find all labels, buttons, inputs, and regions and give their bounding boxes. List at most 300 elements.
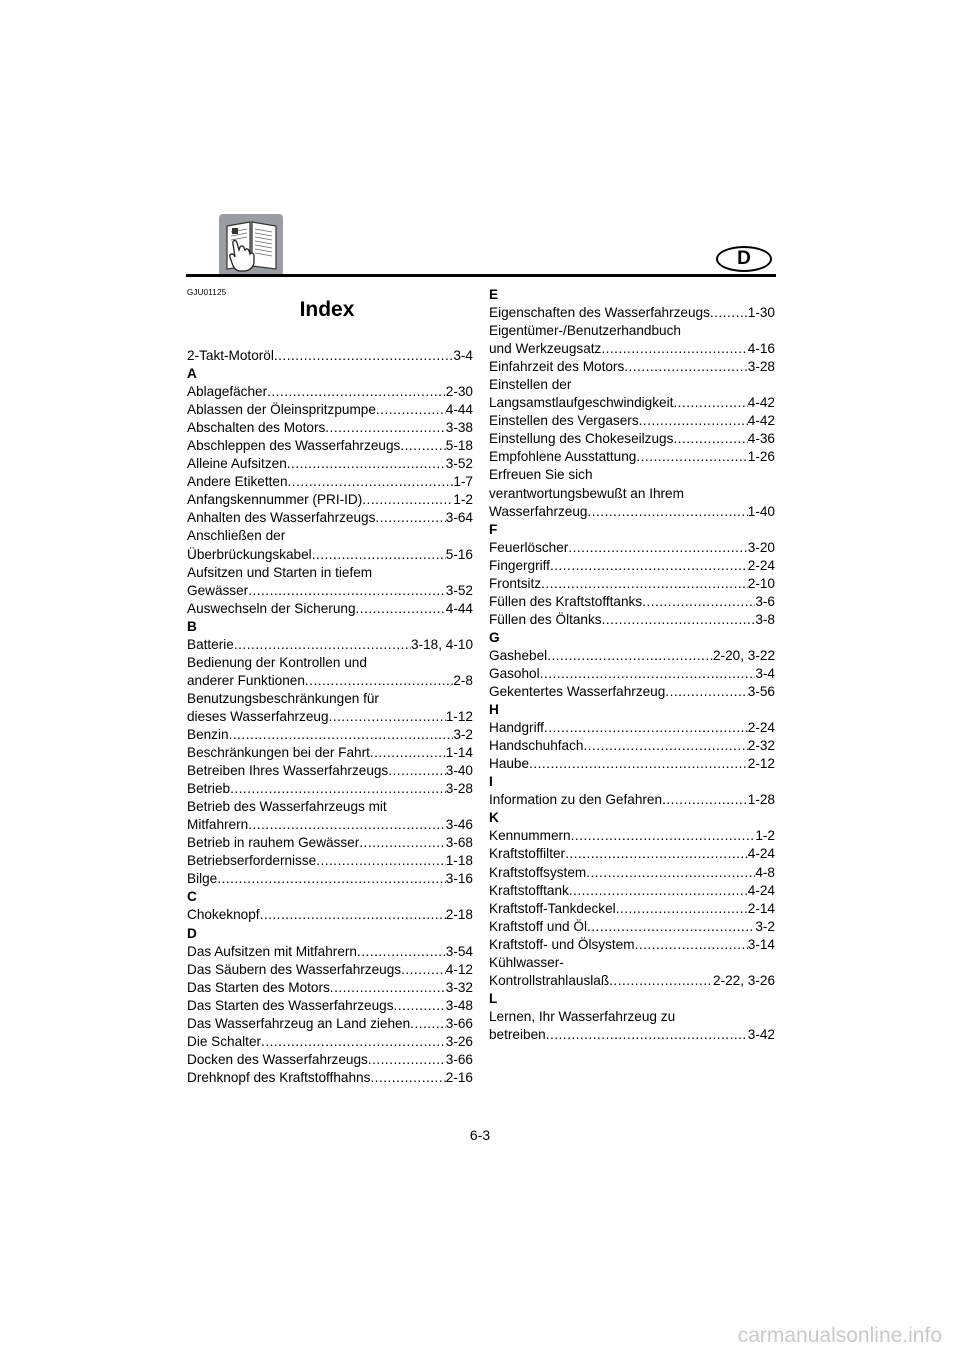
index-entry bbox=[187, 636, 473, 654]
index-entry-line bbox=[187, 690, 473, 708]
index-entry-line bbox=[187, 1033, 473, 1051]
dot-leader bbox=[571, 827, 756, 845]
index-entry bbox=[489, 304, 775, 322]
index-entry-text: Wasserfahrzeug bbox=[489, 503, 588, 519]
dot-leader bbox=[400, 437, 445, 455]
index-entry-line bbox=[187, 726, 473, 744]
index-entry-text: betreiben bbox=[489, 1026, 546, 1042]
index-entry-page: 4-8 bbox=[755, 864, 775, 880]
dot-leader bbox=[569, 882, 748, 900]
dot-leader bbox=[673, 430, 747, 448]
index-entry bbox=[187, 870, 473, 888]
index-entry-line bbox=[187, 419, 473, 437]
dot-leader bbox=[368, 1051, 446, 1069]
dot-leader bbox=[639, 412, 748, 430]
page-title: Index bbox=[299, 298, 355, 321]
index-entry-page: 2-16 bbox=[445, 1069, 473, 1085]
index-entry-line bbox=[489, 737, 775, 755]
index-entry bbox=[489, 593, 775, 611]
index-entry bbox=[489, 918, 775, 936]
index-entry-line bbox=[187, 943, 473, 961]
dot-leader bbox=[544, 719, 748, 737]
index-letter-heading: L bbox=[489, 990, 498, 1006]
dot-leader bbox=[356, 600, 446, 618]
index-entry-text: Benzin bbox=[187, 726, 229, 742]
index-entry bbox=[187, 1051, 473, 1069]
watermark: carmanualsonline.info bbox=[737, 1324, 942, 1347]
index-entry-line bbox=[489, 864, 775, 882]
index-entry-line bbox=[187, 383, 473, 401]
index-entry-text: Betrieb bbox=[187, 781, 231, 797]
dot-leader bbox=[325, 419, 446, 437]
index-entry-text: Kraftstoffilter bbox=[489, 846, 566, 862]
index-entry-page: 3-6 bbox=[755, 593, 775, 609]
index-entry-page: 4-36 bbox=[747, 431, 775, 447]
index-entry-page: 1-14 bbox=[445, 745, 473, 761]
dot-leader bbox=[305, 672, 453, 690]
dot-leader bbox=[401, 961, 446, 979]
index-entry-line bbox=[489, 304, 775, 322]
index-entry-text: Einfahrzeit des Motors bbox=[489, 359, 625, 375]
index-entry-page: 1-2 bbox=[755, 828, 775, 844]
index-entry bbox=[489, 827, 775, 845]
index-entry-line bbox=[489, 466, 775, 484]
index-entry-line bbox=[489, 918, 775, 936]
dot-leader bbox=[217, 870, 446, 888]
dot-leader bbox=[359, 834, 446, 852]
index-entry bbox=[187, 401, 473, 419]
index-entry-line bbox=[489, 611, 775, 629]
index-entry-line bbox=[489, 485, 775, 503]
index-entry-page: 2-8 bbox=[453, 672, 473, 688]
dot-leader bbox=[362, 491, 453, 509]
index-entry-line bbox=[489, 900, 775, 918]
index-entry-page: 1-7 bbox=[453, 474, 473, 490]
index-entry bbox=[187, 527, 473, 563]
index-entry-text: Kraftstoff-Tankdeckel bbox=[489, 900, 616, 916]
index-entry-line bbox=[489, 972, 775, 990]
index-entry-text: Anhalten des Wasserfahrzeugs bbox=[187, 510, 376, 526]
index-entry-line bbox=[187, 979, 473, 997]
index-entry-line bbox=[489, 791, 775, 809]
index-entry-line bbox=[187, 636, 473, 654]
index-entry-line bbox=[187, 762, 473, 780]
index-entry bbox=[187, 961, 473, 979]
index-letter-heading: B bbox=[187, 618, 197, 634]
index-entry-text: Kraftstofftank bbox=[489, 882, 569, 898]
index-entry-text: Kraftstoff und Öl bbox=[489, 918, 587, 934]
index-entry-page: 3-4 bbox=[755, 665, 775, 681]
index-entry-line bbox=[489, 665, 775, 683]
dot-leader bbox=[642, 593, 755, 611]
index-entry bbox=[489, 755, 775, 773]
index-entry bbox=[187, 491, 473, 509]
index-entry-text: Chokeknopf bbox=[187, 907, 260, 923]
dot-leader bbox=[375, 509, 445, 527]
index-entry-text: Einstellen des Vergasers bbox=[489, 413, 639, 429]
index-entry bbox=[489, 683, 775, 701]
page-number: 6-3 bbox=[469, 1127, 491, 1143]
index-entry-page: 3-8 bbox=[755, 611, 775, 627]
index-entry-text: Abschalten des Motors bbox=[187, 420, 326, 436]
index-entry-text: Alleine Aufsitzen bbox=[187, 456, 287, 472]
index-entry-line bbox=[187, 708, 473, 726]
index-entry-page: 4-16 bbox=[747, 341, 775, 357]
index-entry bbox=[489, 936, 775, 954]
index-entry-text: Empfohlene Ausstattung bbox=[489, 449, 637, 465]
index-column-right bbox=[489, 286, 775, 1044]
index-entry-line bbox=[489, 412, 775, 430]
index-entry-page: 3-2 bbox=[755, 918, 775, 934]
index-entry bbox=[489, 412, 775, 430]
index-entry-text: Betreiben Ihres Wasserfahrzeugs bbox=[187, 763, 389, 779]
index-entry-text: Andere Etiketten bbox=[187, 474, 288, 490]
index-letter-heading: C bbox=[187, 889, 197, 905]
dot-leader bbox=[288, 473, 454, 491]
index-entry-text: Gashebel bbox=[489, 647, 548, 663]
index-entry-line bbox=[187, 798, 473, 816]
index-entry-text: Anschließen der bbox=[187, 528, 286, 544]
index-entry bbox=[489, 539, 775, 557]
index-entry-page: 4-44 bbox=[445, 600, 473, 616]
index-entry-text: Füllen des Öltanks bbox=[489, 611, 602, 627]
dot-leader bbox=[587, 503, 747, 521]
index-entry bbox=[489, 882, 775, 900]
index-entry-text: Frontsitz bbox=[489, 575, 542, 591]
index-entry-text: Kühlwasser- bbox=[489, 954, 564, 970]
index-entry-text: Ablassen der Öleinspritzpumpe bbox=[187, 402, 376, 418]
dot-leader bbox=[616, 900, 748, 918]
index-entry-line bbox=[187, 816, 473, 834]
dot-leader bbox=[635, 936, 748, 954]
index-entry-line bbox=[187, 473, 473, 491]
index-entry-text: verantwortungsbewußt an Ihrem bbox=[489, 485, 684, 501]
index-entry-line bbox=[489, 954, 775, 972]
index-entry-page: 4-44 bbox=[445, 402, 473, 418]
index-entry-line bbox=[489, 936, 775, 954]
index-entry-page: 5-18 bbox=[445, 438, 473, 454]
index-entry-text: Anfangskennummer (PRI-ID) bbox=[187, 492, 363, 508]
index-entry-line bbox=[489, 575, 775, 593]
index-entry-text: Auswechseln der Sicherung bbox=[187, 600, 356, 616]
index-entry-page: 2-12 bbox=[747, 756, 775, 772]
index-entry bbox=[187, 1033, 473, 1051]
dot-leader bbox=[312, 546, 446, 564]
dot-leader bbox=[274, 347, 453, 365]
index-entry-line bbox=[187, 780, 473, 798]
index-entry bbox=[489, 845, 775, 863]
dot-leader bbox=[568, 539, 747, 557]
index-entry-text: und Werkzeugsatz bbox=[489, 341, 602, 357]
index-entry-text: Das Starten des Wasserfahrzeugs bbox=[187, 997, 394, 1013]
dot-leader bbox=[261, 1033, 446, 1051]
index-entry-text: Kennummern bbox=[489, 828, 571, 844]
index-entry-line bbox=[187, 744, 473, 762]
index-entry bbox=[187, 780, 473, 798]
index-entry-line bbox=[187, 600, 473, 618]
index-entry-page: 2-24 bbox=[747, 720, 775, 736]
index-entry-page: 2-32 bbox=[747, 738, 775, 754]
index-entry bbox=[489, 791, 775, 809]
dot-leader bbox=[602, 611, 756, 629]
index-entry-line bbox=[187, 347, 473, 365]
index-entry-text: Gewässer bbox=[187, 582, 249, 598]
index-entry bbox=[187, 906, 473, 924]
index-entry bbox=[187, 347, 473, 365]
index-letter-heading: E bbox=[489, 287, 499, 302]
index-entry-line bbox=[489, 430, 775, 448]
index-entry-page: 3-20 bbox=[747, 539, 775, 555]
dot-leader bbox=[665, 683, 747, 701]
index-entry-page: 2-18 bbox=[445, 907, 473, 923]
index-entry-text: Das Säubern des Wasserfahrzeugs bbox=[187, 961, 402, 977]
index-entry bbox=[489, 665, 775, 683]
index-entry-line bbox=[489, 827, 775, 845]
index-entry-page: 3-42 bbox=[747, 1026, 775, 1042]
index-entry bbox=[187, 383, 473, 401]
index-letter-heading: A bbox=[187, 366, 197, 382]
dot-leader bbox=[586, 864, 755, 882]
header-rule bbox=[186, 274, 776, 277]
index-entry-line bbox=[187, 961, 473, 979]
index-entry-line bbox=[489, 376, 775, 394]
index-letter-heading: D bbox=[187, 925, 197, 941]
index-entry bbox=[489, 557, 775, 575]
dot-leader bbox=[248, 816, 446, 834]
index-entry-text: 2-Takt-Motoröl bbox=[187, 348, 274, 363]
index-entry-text: Benutzungsbeschränkungen für bbox=[187, 690, 379, 706]
index-entry bbox=[187, 762, 473, 780]
index-letter-heading: H bbox=[489, 702, 499, 718]
dot-leader bbox=[540, 665, 756, 683]
index-entry bbox=[489, 864, 775, 882]
dot-leader bbox=[260, 906, 446, 924]
index-entry-line bbox=[489, 539, 775, 557]
index-entry-page: 3-28 bbox=[747, 359, 775, 375]
dot-leader bbox=[388, 762, 446, 780]
index-entry-text: Mitfahrern bbox=[187, 817, 249, 833]
index-entry bbox=[489, 466, 775, 520]
index-entry-text: Bedienung der Kontrollen und bbox=[187, 654, 367, 670]
index-entry-page: 3-64 bbox=[445, 510, 473, 526]
index-entry-text: dieses Wasserfahrzeug bbox=[187, 708, 329, 724]
index-entry bbox=[489, 611, 775, 629]
index-entry-text: Eigenschaften des Wasserfahrzeugs bbox=[489, 305, 710, 321]
index-letter-heading: F bbox=[489, 521, 498, 537]
index-entry-text: Überbrückungskabel bbox=[187, 546, 312, 562]
index-entry-line bbox=[489, 882, 775, 900]
index-entry-page: 2-10 bbox=[747, 575, 775, 591]
index-entry-text: Kraftstoffsystem bbox=[489, 864, 587, 880]
index-entry-page: 1-26 bbox=[747, 449, 775, 465]
index-entry-text: Erfreuen Sie sich bbox=[489, 467, 593, 483]
index-entry bbox=[187, 979, 473, 997]
index-entry-text: Batterie bbox=[187, 636, 234, 652]
index-entry-page: 2-14 bbox=[747, 900, 775, 916]
dot-leader bbox=[609, 972, 713, 990]
index-entry bbox=[187, 834, 473, 852]
index-entry-text: Das Starten des Motors bbox=[187, 979, 330, 995]
index-entry-page: 3-52 bbox=[445, 582, 473, 598]
dot-leader bbox=[229, 726, 454, 744]
index-entry-line bbox=[187, 455, 473, 473]
index-entry-text: Füllen des Kraftstofftanks bbox=[489, 593, 643, 609]
dot-leader bbox=[376, 401, 446, 419]
index-entry-line bbox=[489, 845, 775, 863]
index-entry-page: 3-66 bbox=[445, 1015, 473, 1031]
dot-leader bbox=[624, 358, 748, 376]
index-entry-line bbox=[187, 997, 473, 1015]
index-entry-text: Fingergriff bbox=[489, 557, 550, 573]
dot-leader bbox=[394, 997, 446, 1015]
index-entry-page: 4-24 bbox=[747, 882, 775, 898]
index-entry bbox=[187, 1015, 473, 1033]
dot-leader bbox=[587, 918, 755, 936]
index-entry-text: Das Wasserfahrzeug an Land ziehen bbox=[187, 1015, 411, 1031]
dot-leader bbox=[547, 647, 713, 665]
index-entry-line bbox=[187, 906, 473, 924]
index-entry-text: Die Schalter bbox=[187, 1033, 262, 1049]
dot-leader bbox=[601, 340, 747, 358]
index-entry-page: 1-12 bbox=[445, 708, 473, 724]
index-entry-page: 1-18 bbox=[445, 853, 473, 869]
dot-leader bbox=[565, 845, 748, 863]
index-entry bbox=[187, 455, 473, 473]
index-entry-page: 3-38 bbox=[445, 420, 473, 436]
index-entry-page: 1-2 bbox=[453, 492, 473, 508]
index-entry-page: 3-52 bbox=[445, 456, 473, 472]
dot-leader bbox=[410, 1015, 446, 1033]
dot-leader bbox=[546, 1026, 748, 1044]
index-entry-text: Betrieb in rauhem Gewässer bbox=[187, 835, 360, 851]
index-entry-page: 3-4 bbox=[453, 348, 473, 363]
index-entry-page: 4-42 bbox=[747, 395, 775, 411]
index-entry bbox=[187, 509, 473, 527]
index-entry bbox=[489, 448, 775, 466]
document-code: GJU01125 bbox=[187, 288, 227, 297]
index-entry-text: Betrieb des Wasserfahrzeugs mit bbox=[187, 799, 387, 815]
index-entry-text: Gekentertes Wasserfahrzeug bbox=[489, 684, 666, 700]
index-entry-page: 3-66 bbox=[445, 1051, 473, 1067]
index-entry-page: 3-40 bbox=[445, 763, 473, 779]
dot-leader bbox=[330, 979, 446, 997]
index-entry bbox=[489, 322, 775, 358]
index-entry-line bbox=[187, 401, 473, 419]
index-entry-page: 5-16 bbox=[445, 546, 473, 562]
dot-leader bbox=[267, 383, 446, 401]
index-entry-text: Einstellung des Chokeseilzugs bbox=[489, 431, 674, 447]
index-entry-line bbox=[489, 448, 775, 466]
index-entry-line bbox=[187, 564, 473, 582]
index-entry-page: 3-18, 4-10 bbox=[411, 636, 473, 652]
dot-leader bbox=[673, 394, 747, 412]
index-entry bbox=[489, 647, 775, 665]
index-entry-line bbox=[489, 322, 775, 340]
index-entry-text: Ablagefächer bbox=[187, 384, 268, 400]
index-entry-line bbox=[187, 1069, 473, 1087]
index-entry-page: 3-28 bbox=[445, 781, 473, 797]
index-entry bbox=[489, 358, 775, 376]
dot-leader bbox=[370, 1069, 445, 1087]
index-entry-line bbox=[187, 870, 473, 888]
index-entry-text: Bilge bbox=[187, 871, 218, 887]
index-entry-line bbox=[489, 503, 775, 521]
index-entry-line bbox=[187, 672, 473, 690]
dot-leader bbox=[234, 636, 411, 654]
index-entry-page: 3-54 bbox=[445, 943, 473, 959]
index-entry-line bbox=[489, 1008, 775, 1026]
index-entry-line bbox=[187, 509, 473, 527]
index-entry-page: 3-68 bbox=[445, 835, 473, 851]
index-entry-line bbox=[489, 1026, 775, 1044]
index-entry-page: 4-12 bbox=[445, 961, 473, 977]
index-entry-line bbox=[489, 340, 775, 358]
dot-leader bbox=[370, 744, 446, 762]
index-entry-page: 3-56 bbox=[747, 684, 775, 700]
index-entry-text: Kontrollstrahlauslaß bbox=[489, 972, 610, 988]
index-entry-line bbox=[489, 593, 775, 611]
index-entry-line bbox=[187, 437, 473, 455]
index-entry-line bbox=[187, 654, 473, 672]
dot-leader bbox=[329, 708, 446, 726]
index-entry bbox=[187, 419, 473, 437]
dot-leader bbox=[541, 575, 748, 593]
index-entry bbox=[187, 997, 473, 1015]
index-entry bbox=[187, 473, 473, 491]
dot-leader bbox=[357, 943, 446, 961]
index-entry-page: 4-42 bbox=[747, 413, 775, 429]
dot-leader bbox=[550, 557, 748, 575]
index-entry bbox=[187, 437, 473, 455]
index-entry-page: 3-14 bbox=[747, 936, 775, 952]
index-entry-page: 3-16 bbox=[445, 871, 473, 887]
index-entry-page: 3-32 bbox=[445, 979, 473, 995]
index-letter-heading: G bbox=[489, 629, 500, 645]
index-entry-text: Das Aufsitzen mit Mitfahrern bbox=[187, 943, 357, 959]
index-entry-line bbox=[187, 834, 473, 852]
index-entry-line bbox=[187, 546, 473, 564]
index-entry-text: Feuerlöscher bbox=[489, 539, 569, 555]
index-entry bbox=[187, 852, 473, 870]
index-entry bbox=[187, 798, 473, 834]
language-badge: D bbox=[716, 246, 772, 272]
index-entry-line bbox=[187, 491, 473, 509]
index-entry-line bbox=[489, 394, 775, 412]
index-entry bbox=[187, 1069, 473, 1087]
index-entry-line bbox=[489, 719, 775, 737]
index-entry-text: Langsamstlaufgeschwindigkeit bbox=[489, 395, 674, 411]
index-entry bbox=[187, 744, 473, 762]
index-entry-page: 2-22, 3-26 bbox=[713, 972, 775, 988]
index-entry-page: 3-46 bbox=[445, 817, 473, 833]
index-entry-text: Beschränkungen bei der Fahrt bbox=[187, 745, 370, 761]
index-column-left bbox=[187, 347, 473, 1087]
index-entry-text: Einstellen der bbox=[489, 377, 572, 393]
index-entry bbox=[489, 954, 775, 990]
index-entry-text: Handschuhfach bbox=[489, 738, 584, 754]
index-entry bbox=[489, 1008, 775, 1044]
index-entry bbox=[489, 737, 775, 755]
index-entry-text: Haube bbox=[489, 756, 530, 772]
index-entry-line bbox=[489, 683, 775, 701]
index-entry-line bbox=[187, 1051, 473, 1069]
index-entry-text: Abschleppen des Wasserfahrzeugs bbox=[187, 438, 401, 454]
index-entry-text: Aufsitzen und Starten in tiefem bbox=[187, 564, 373, 580]
index-entry-text: Lernen, Ihr Wasserfahrzeug zu bbox=[489, 1008, 676, 1024]
book-pointing-hand-icon bbox=[219, 214, 283, 276]
index-entry-text: Eigentümer-/Benutzerhandbuch bbox=[489, 323, 681, 339]
index-entry-line bbox=[187, 582, 473, 600]
